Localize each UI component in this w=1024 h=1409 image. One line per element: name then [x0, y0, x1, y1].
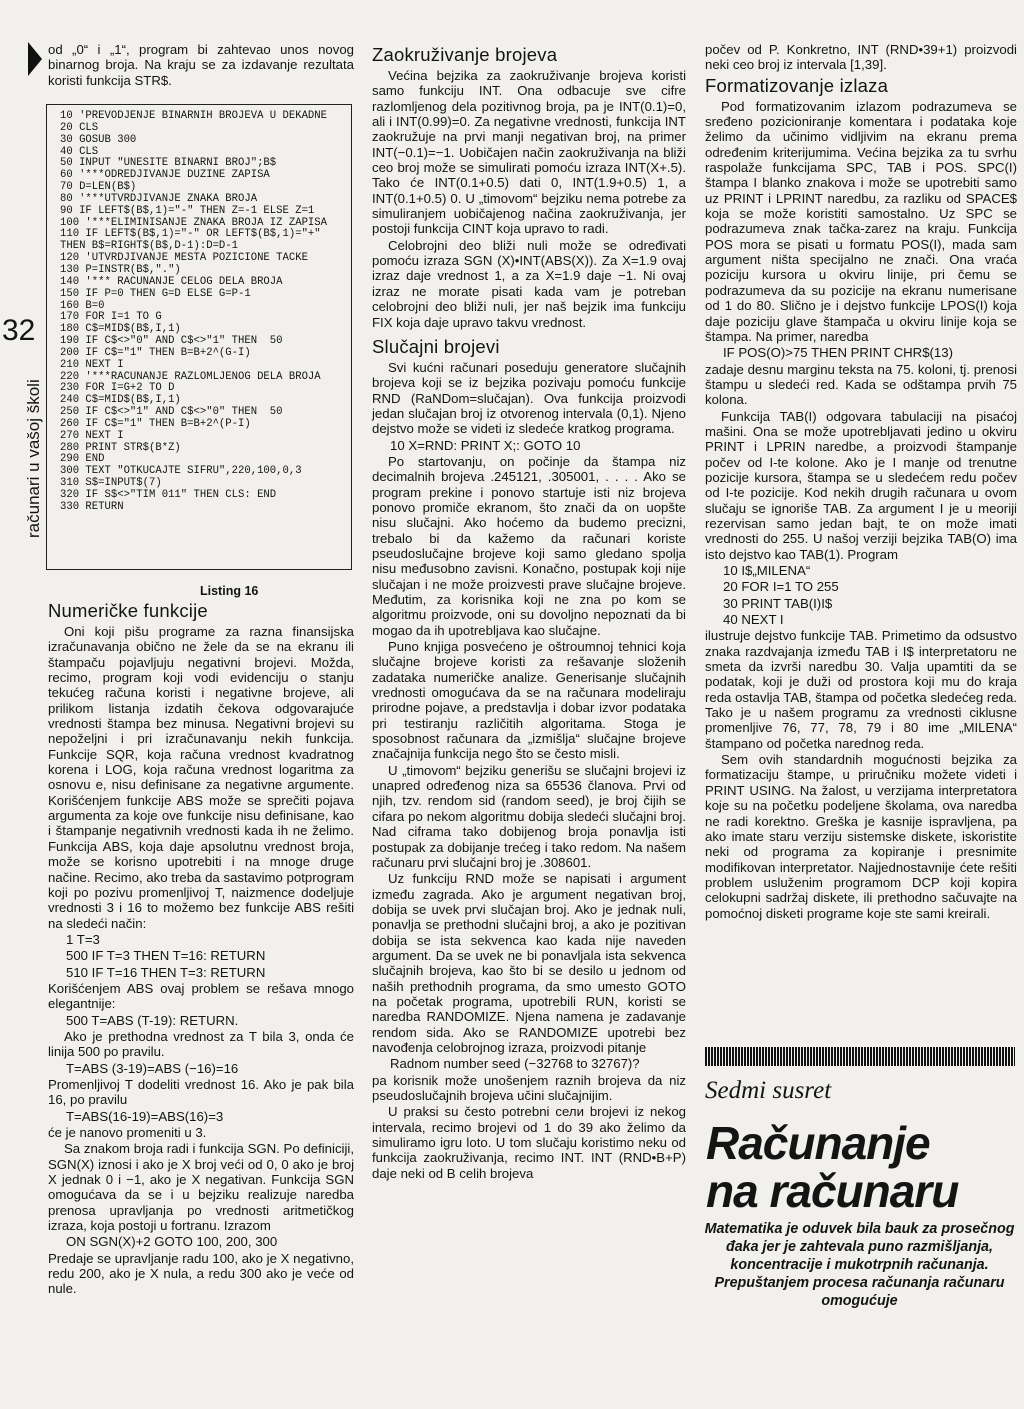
serial-kicker: Sedmi susret	[705, 1077, 832, 1104]
listing-line: 70 D=LEN(B$)	[60, 181, 137, 194]
code-line: T=ABS(16-19)=ABS(16)=3	[66, 1108, 224, 1124]
listing-line: 220 '***RACUNANJE RAZLOMLJENOG DELA BROJA	[60, 370, 321, 383]
heading-numeric-functions: Numeričke funkcije	[48, 600, 208, 621]
code-line: 40 NEXT I	[723, 612, 784, 628]
listing-line: 110 IF LEFT$(B$,1)="-" OR LEFT$(B$,1)="+"	[60, 228, 321, 241]
code-line: 10 X=RND: PRINT X;: GOTO 10	[390, 437, 581, 453]
heading-rounding: Zaokruživanje brojeva	[372, 44, 558, 65]
paragraph: Pod formatizovanim izlazom podrazumeva se sređeno pozicioniranje komentara i podataka koje želimo da učinimo vidljivim na ekranu prema određenim kriterijumima. Većina bejzika za tu svrhu raspolaže funkcijama SPC, TAB i POS. SPC(I) štampa I blanko znakova i može se upotrebiti samo uz PRINT i LPRINT naredbu, za razliku od SPACE$ koja se može koristiti samostalno. Uz SPC se podrazumeva znak tačka-zarez na kraju. Funkcija POS mora se pisati u formatu POS(I), mada sam argument ništa specijalno ne znači. Ona vraća poziciju kursora u okviru linije, pri čemu se podrazumeva da su pozicije na ekranu numerisane od 1 do 80. Slično je i dejstvo funkcije LPOS(I) koja daje poziciju glave štampača u okviru linije koja se štampa. Na primer, naredba	[705, 98, 1017, 344]
column-1-body	[48, 598, 354, 1298]
listing-line: 30 GOSUB 300	[60, 133, 137, 146]
listing-line: 200 IF C$="1" THEN B=B+2^(G-I)	[60, 346, 251, 359]
listing-line: 260 IF C$="1" THEN B=B+2^(P-I)	[60, 417, 251, 430]
listing-line: 150 IF P=0 THEN G=D ELSE G=P-1	[60, 287, 251, 300]
paragraph: Uz funkciju RND može se napisati i argument između zagrada. Ako je argument negativan broj, dobija se uvek prvi slučajan broj. Ako je jednak nuli, ponavlja se prethodni slučajni broj, a ako je pozitivan dobija se ista sekvenca kao kada nije naveden argument. Da se uvek ne bi ponavljala ista sekvenca slučajnih brojeva, kao što bi se desilo u jednom od naših prethodnih programa, da smo umesto GOTO na početak programa, upotrebili RUN, koristi se naredba RANDOMIZE. Njena namena je zadavanje rendom sida. Ako se RANDOMIZE upotrebi bez navođenja celobrojnog izraza, proizvodi pitanje	[372, 871, 686, 1055]
paragraph: Sem ovih standardnih mogućnosti bejzika za formatizaciju štampe, u priručniku možete videti i PRINT USING. Na žalost, u verzijama interpretatora koje su na početku podeljene školama, ova naredba ne radi korektno. Greška je kasnije ispravljena, pa ako imate staru verziju sistemske diskete, iskoristite neki od programa za kopiranje i presnimite modifikovan interpretator. Najjednostavnije ćete rešiti problem usluženim programom DCP koji kopira celokupni sadržaj diskete, ili prethodno sačuvajte na pomoćnoj disketi programe koje ste sami kreirali.	[705, 752, 1017, 921]
listing-line: 140 '*** RACUNANJE CELOG DELA BROJA	[60, 275, 283, 288]
paragraph: Korišćenjem ABS ovaj problem se rešava mnogo elegantnije:	[48, 980, 354, 1012]
arrow-marker-icon	[28, 42, 42, 76]
code-line: 1 T=3	[66, 931, 100, 947]
paragraph: počev od P. Konkretno, INT (RND•39+1) proizvodi neki ceo broj iz intervala [1,39].	[705, 42, 1017, 73]
paragraph: će je nanovo promeniti u 3.	[48, 1125, 207, 1140]
code-line: 500 IF T=3 THEN T=16: RETURN	[66, 948, 266, 964]
column-2	[372, 42, 686, 1182]
paragraph: Funkcija TAB(I) odgovara tabulaciji na pisaćoj mašini. Ona se može upotrebljavati jedino u okviru PRINT i LPRIN naredbe, a proizvodi štampanje počev od I-te kolone. Ako je I manje od trenutne pozicije kursora, štampa se u sledećem redu počev od I-te pozicije. Kod nekih drugih računara u ovom slučaju se ignoriše TAB. Za argument I je u meoriji rezervisan samo jedan bajt, te on može imati vrednosti do 255. U našoj verziji bejzika TAB(O) ima isto dejstvo kao TAB(1). Program	[705, 408, 1017, 562]
paragraph: Puno knjiga posvećeno je oštroumnoj tehnici koja slučajne brojeve koristi za rešavanje složenih zadataka numeričke analize. Generisanje slučajnih vrednosti omogućava da se na računara modeliraju prirodne pojave, a predstavlja i dobar izvor podataka pri testiranju različitih algoritama. Stoga je sposobnost računara da „izmišlja“ slučajne brojeve značajnija funkcija nego što se često misli.	[372, 639, 686, 762]
code-line: 20 FOR I=1 TO 255	[723, 579, 839, 595]
paragraph: U „timovom“ bejziku generišu se slučajni brojevi iz unapred određenog niza sa 65536 članova. Prvi od njih, tzv. rendom sid (random seed), je broj čijih se cifara po nekom algoritmu dobija sledeći slučajni broj. Nad ciframa tako dobijenog broja ponavlja isti postupak za dobijanje trećeg i tako redom. Na našem računaru prvi slučajni broj je .308601.	[372, 762, 686, 870]
heading-output-formatting: Formatizovanje izlaza	[705, 74, 889, 96]
paragraph: Predaje se upravljanje radu 100, ako je X negativno, redu 200, ako je X nula, a redu 300 ako je veće od nule.	[48, 1250, 354, 1297]
code-line: 500 T=ABS (T-19): RETURN.	[66, 1012, 239, 1028]
paragraph: Sa znakom broja radi i funkcija SGN. Po definiciji, SGN(X) iznosi i ako je X broj veći od 0, 0 ako je broj X jednak 0 i −1, ako je X negativan. Funkcija SGN omogućava da se i u bejziku realizuje naredba prenosa upravljanja po vrednosti aritmetičkog izraza, koja postoji u fortranu. Izrazom	[48, 1141, 354, 1234]
code-line: 510 IF T=16 THEN T=3: RETURN	[66, 964, 266, 980]
listing-line: 60 '***ODREDJIVANJE DUZINE ZAPISA	[60, 169, 270, 182]
listing-line: 310 S$=INPUT$(7)	[60, 477, 162, 490]
code-listing	[46, 104, 352, 570]
serial-title-line-1: Računanje	[706, 1117, 930, 1169]
code-line: T=ABS (3-19)=ABS (−16)=16	[66, 1060, 239, 1076]
listing-line: 130 P=INSTR(B$,".")	[60, 263, 181, 276]
intro-paragraph: od „0“ i „1“, program bi zahtevao unos novog binarnog broja. Na kraju se za izdavanje rezultata koristi funkcija STR$.	[48, 42, 354, 88]
listing-line: 50 INPUT "UNESITE BINARNI BROJ";B$	[60, 157, 277, 170]
paragraph: U praksi su često potrebni cели brojevi iz nekog intervala, recimo brojevi od 1 do 39 ako želimo da simuliramo igru loto. U tom slučaju koristimo neku od funkcija zaokruživanja, recimo INT. INT (RND•B+P) daje neki od B celih brojeva	[372, 1104, 686, 1181]
serial-subtitle: Matematika je oduvek bila bauk za prosečnog đaka jer je zahtevala puno razmišljanja, koncentracije i mukotrpnih računanja. Prepuštanjem procesa računanja računaru omogućuje	[704, 1221, 1015, 1309]
listing-line: 290 END	[60, 453, 105, 466]
listing-line: 250 IF C$<>"1" AND C$<>"0" THEN 50	[60, 406, 283, 419]
listing-line: 280 PRINT STR$(B*Z)	[60, 441, 181, 454]
paragraph: Većina bejzika za zaokruživanje brojeva koristi samo funkciju INT. Ona odbacuje sve cifre razlomljenog dela pozitivnog broja, pa je INT(0.1)=0, ali i INT(0.99)=0. Za negativne vrednosti, funkcija INT zaokružuje na prvi manji negativan broj, na primer INT(−0.1)=−1. Uobičajen način zaokruživanja na bliži ceo broj može se simulirati pomoću izraza INT(X+.5). Tako će INT(0.1+0.5) dati 0, INT(1.9+0.5) 1, a INT(0.1+0.5) 0. U „timovom“ bejziku nema potrebe za simuliranjem uobičajenog načina zaokruživanja, jer postoji funkcija CINT koja upravo to radi.	[372, 68, 686, 237]
paragraph: Po startovanju, on počinje da štampa niz decimalnih brojeva .245121, .305001, . . . . Ako se program prekine i ponovo startuje isti niz brojeva ponovo promiče ekranom, što znači da on uopšte nisu slučajni. Ako hoćemo da budemo precizni, trebalo bi da kažemo da računari koriste pseudoslučajne brojeve koji samo gledano spolja nisu međusobno zavisni. Konačno, postupak koji nije slučajan i ne može proizvesti prave slučajne brojeve. Međutim, za korisnika koji ne zna po kom se algoritmu proizvode, oni su dovoljno nepoznati da bi mogao da ih upotrebljava kao slučajne.	[372, 453, 686, 638]
code-line: IF POS(O)>75 THEN PRINT CHR$(13)	[723, 345, 953, 361]
paragraph: Promenljivoj T dodeliti vrednost 16. Ako je pak bila 16, po pravilu	[48, 1076, 354, 1108]
listing-line: 90 IF LEFT$(B$,1)="-" THEN Z=-1 ELSE Z=1	[60, 204, 315, 217]
listing-line: 40 CLS	[60, 145, 99, 158]
listing-line: THEN B$=RIGHT$(B$,D-1):D=D-1	[60, 240, 239, 253]
column-1	[48, 42, 354, 89]
code-line: 10 I$„MILENA“	[723, 563, 811, 578]
section-sidebar-label: računari u vašoj školi	[24, 379, 43, 538]
code-line: ON SGN(X)+2 GOTO 100, 200, 300	[66, 1234, 278, 1250]
listing-line: 80 '***UTVRDJIVANJE ZNAKA BROJA	[60, 192, 258, 205]
code-line: 30 PRINT TAB(I)I$	[723, 595, 833, 611]
code-line: Radnom number seed (−32768 to 32767)?	[390, 1056, 640, 1072]
listing-line: 180 C$=MID$(B$,I,1)	[60, 323, 181, 336]
listing-line: 160 B=0	[60, 299, 105, 312]
listing-line: 10 'PREVODJENJE BINARNIH BROJEVA U DEKADNE	[60, 110, 328, 122]
listing-line: 100 '***ELIMINISANJE ZNAKA BROJA IZ ZAPISA	[60, 216, 328, 229]
listing-line: 230 FOR I=G+2 TO D	[60, 382, 175, 395]
column-3	[705, 42, 1017, 922]
page-number: 32	[2, 314, 36, 347]
paragraph: Svi kućni računari poseduju generatore slučajnih brojeva koji se iz bejzika pozivaju pomoću funkcije RND (RaNDom=slučajan). Ova funkcija proizvodi jedan slučajan broj iz otvorenog intervala (0,1). Njeno dejstvo može se videti iz sledeće kratkog programa.	[372, 359, 686, 437]
listing-line: 170 FOR I=1 TO G	[60, 311, 162, 324]
paragraph: Ako je prethodna vrednost za T bila 3, onda će linija 500 po pravilu.	[48, 1028, 354, 1060]
listing-line: 190 IF C$<>"0" AND C$<>"1" THEN 50	[60, 335, 283, 348]
listing-line: 240 C$=MID$(B$,I,1)	[60, 394, 181, 407]
decorative-bar	[705, 1047, 1015, 1066]
listing-line: 120 'UTVRDJIVANJE MESTA POZICIONE TACKE	[60, 252, 308, 265]
listing-line: 300 TEXT "OTKUCAJTE SIFRU",220,100,0,3	[60, 465, 302, 478]
paragraph: Celobrojni deo bliži nuli može se određivati pomoću izraza SGN (X)•INT(ABS(X)). Za X=1.9 ovaj izraz daje vrednost 1, a za X=1.9 daje −1. Ni ovaj izraz ne morate pisati kada vam je potreban celobrojni deo bliži nuli, jer naš bejzik ima funkciju FIX koja daje upravo takvu vrednost.	[372, 237, 686, 330]
listing-line: 270 NEXT I	[60, 429, 124, 442]
listing-line: 320 IF S$<>"TIM 011" THEN CLS: END	[60, 489, 277, 501]
paragraph: Oni koji pišu programe za razna finansijska izračunavanja obično ne žele da se na ekranu ili štampaču pojavljuju negativni brojevi. Možda, recimo, program koji vodi evidenciju o stanju tekućeg računa koristi i negativne brojeve, ali prilikom listanja izdatih čekova odgovarajuće vrednosti štampa bez minusa. Negativni brojevi su nepoželjni i pri izračunavanju nekih funkcija. Funkcije SQR, koja računa vrednost kvadratnog korena i LOG, koja računa vrednost logaritma za osnovu e, nisu definisane za negativne argumente. Korišćenjem funkcije ABS može se sprečiti pojava argumenta za koje ove funkcije nisu definisane, kao i štampanje negativnih vrednosti kada ih ne želimo. Funkcija ABS, koja daje apsolutnu vrednost broja, može se korisno upotrebiti i na mnoge druge načine. Recimo, ako treba da sastavimo potprogram koji po pozivu promenljivoj T, naizmence dodeljuje vrednosti 3 i 16 to možemo bez funkcije ABS rešiti na sledeći način:	[48, 624, 354, 931]
heading-random-numbers: Slučajni brojevi	[372, 335, 500, 357]
paragraph: pa korisnik može unošenjem raznih brojeva da niz pseudoslučajnih brojeva učini slučajnijim.	[372, 1072, 686, 1103]
listing-line: 210 NEXT I	[60, 358, 124, 371]
listing-caption: Listing 16	[200, 584, 259, 598]
listing-line: 330 RETURN	[60, 500, 124, 513]
paragraph: zadaje desnu marginu teksta na 75. koloni, tj. prenosi štampu u sledeći red. Kada se odštampa prvih 75 kolona.	[705, 361, 1017, 408]
serial-title-line-2: na računaru	[706, 1165, 959, 1217]
paragraph: ilustruje dejstvo funkcije TAB. Primetimo da odsustvo znaka razdvajanja između TAB i I$ interpretatoru ne smeta da izvrši naredbu 30. Valja upamtiti da se podatak, koji je duži od prostora koji mu do kraja reda ostavlja TAB, štampa od početka sledećeg reda. Tako je u našem programu za vrednosti ciklusne promenljive 76, 77, 78, 79 i 80 ime „MILENA“ štampano od početka narednog reda.	[705, 628, 1017, 751]
listing-line: 20 CLS	[60, 121, 99, 134]
